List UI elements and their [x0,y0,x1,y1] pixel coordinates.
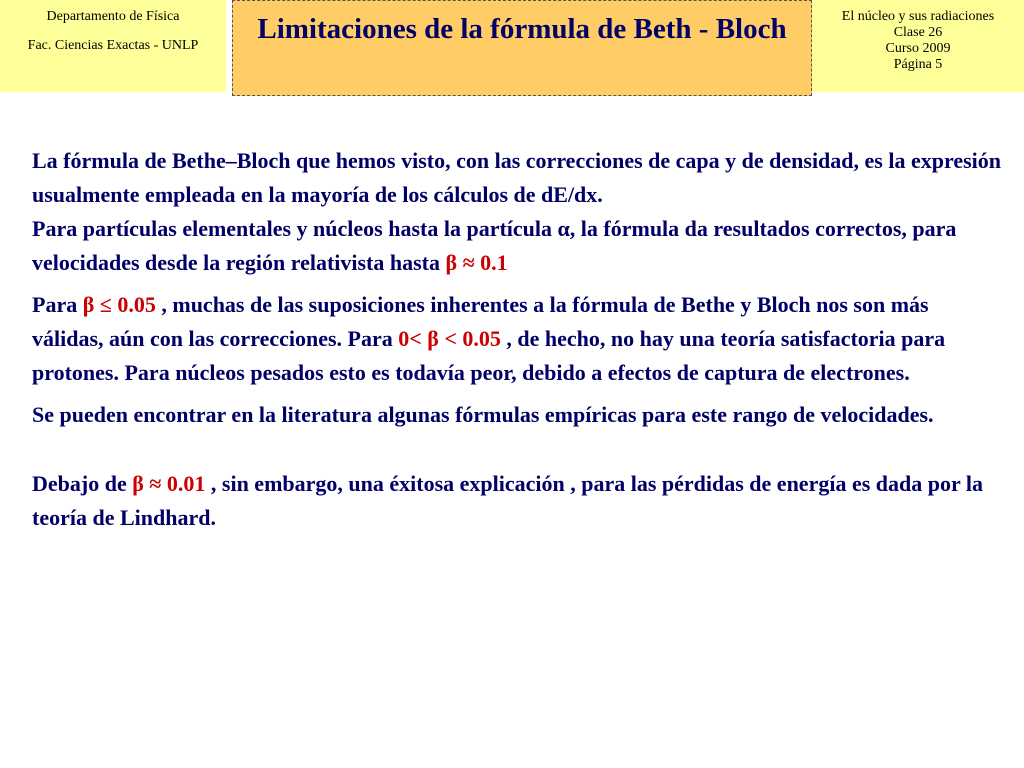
slide-body [32,144,1002,535]
spacer [32,390,1002,398]
title-box [232,0,812,96]
paragraph-bethe-bloch-intro [32,144,1002,212]
paragraph-low-velocity-limits [32,288,1002,390]
course-year-label: Curso 2009 [885,41,951,56]
header-right-box [812,0,1024,92]
paragraph-text: Para [32,292,83,317]
paragraph-text: , de hecho, no hay una teoría satisfactoria para protones. Para núcleos pesados esto es todavía peor, debido a efectos de captura de electrones. [32,326,946,385]
spacer [32,280,1002,288]
beta-threshold-value: β ≈ 0.01 [132,471,206,496]
faculty-label: Fac. Ciencias Exactas - UNLP [27,38,199,53]
paragraph-text: Para partículas elementales y núcleos hasta la partícula [32,216,558,241]
paragraph-text: La fórmula de Bethe–Bloch que hemos visto, con las correcciones de capa y de densidad, es la expresión usualmente empleada en la mayoría de los cálculos de dE/dx. [32,148,1002,207]
header-left-box [0,0,226,92]
paragraph-empirical-formulas [32,398,1002,432]
paragraph-text: , la fórmula da resultados correctos, para velocidades desde la región relativista hasta [32,216,957,275]
alpha-symbol: α [557,216,570,241]
paragraph-text: , sin embargo, una éxitosa explicación , para las pérdidas de energía es dada por la teoría de Lindhard. [32,471,983,530]
paragraph-text: , muchas de las suposiciones inherentes a la fórmula de Bethe y Bloch nos son más válidas, aún con las correcciones. Para [32,292,929,351]
page-number-label: Página 5 [893,57,943,72]
course-topic-label: El núcleo y sus radiaciones [841,9,995,24]
paragraph-text: Se pueden encontrar en la literatura algunas fórmulas empíricas para este rango de velocidades. [32,402,934,427]
beta-threshold-value: β ≈ 0.1 [445,250,508,275]
paragraph-lindhard-theory [32,467,1002,535]
paragraph-text: Debajo de [32,471,133,496]
paragraph-validity-range [32,212,1002,280]
class-number-label: Clase 26 [893,25,943,40]
beta-threshold-value: β ≤ 0.05 [82,292,156,317]
beta-range-value: 0< β < 0.05 [398,326,501,351]
department-label: Departamento de Física [46,9,180,24]
page-title: Limitaciones de la fórmula de Beth - Bloch [257,13,787,45]
spacer [32,432,1002,467]
